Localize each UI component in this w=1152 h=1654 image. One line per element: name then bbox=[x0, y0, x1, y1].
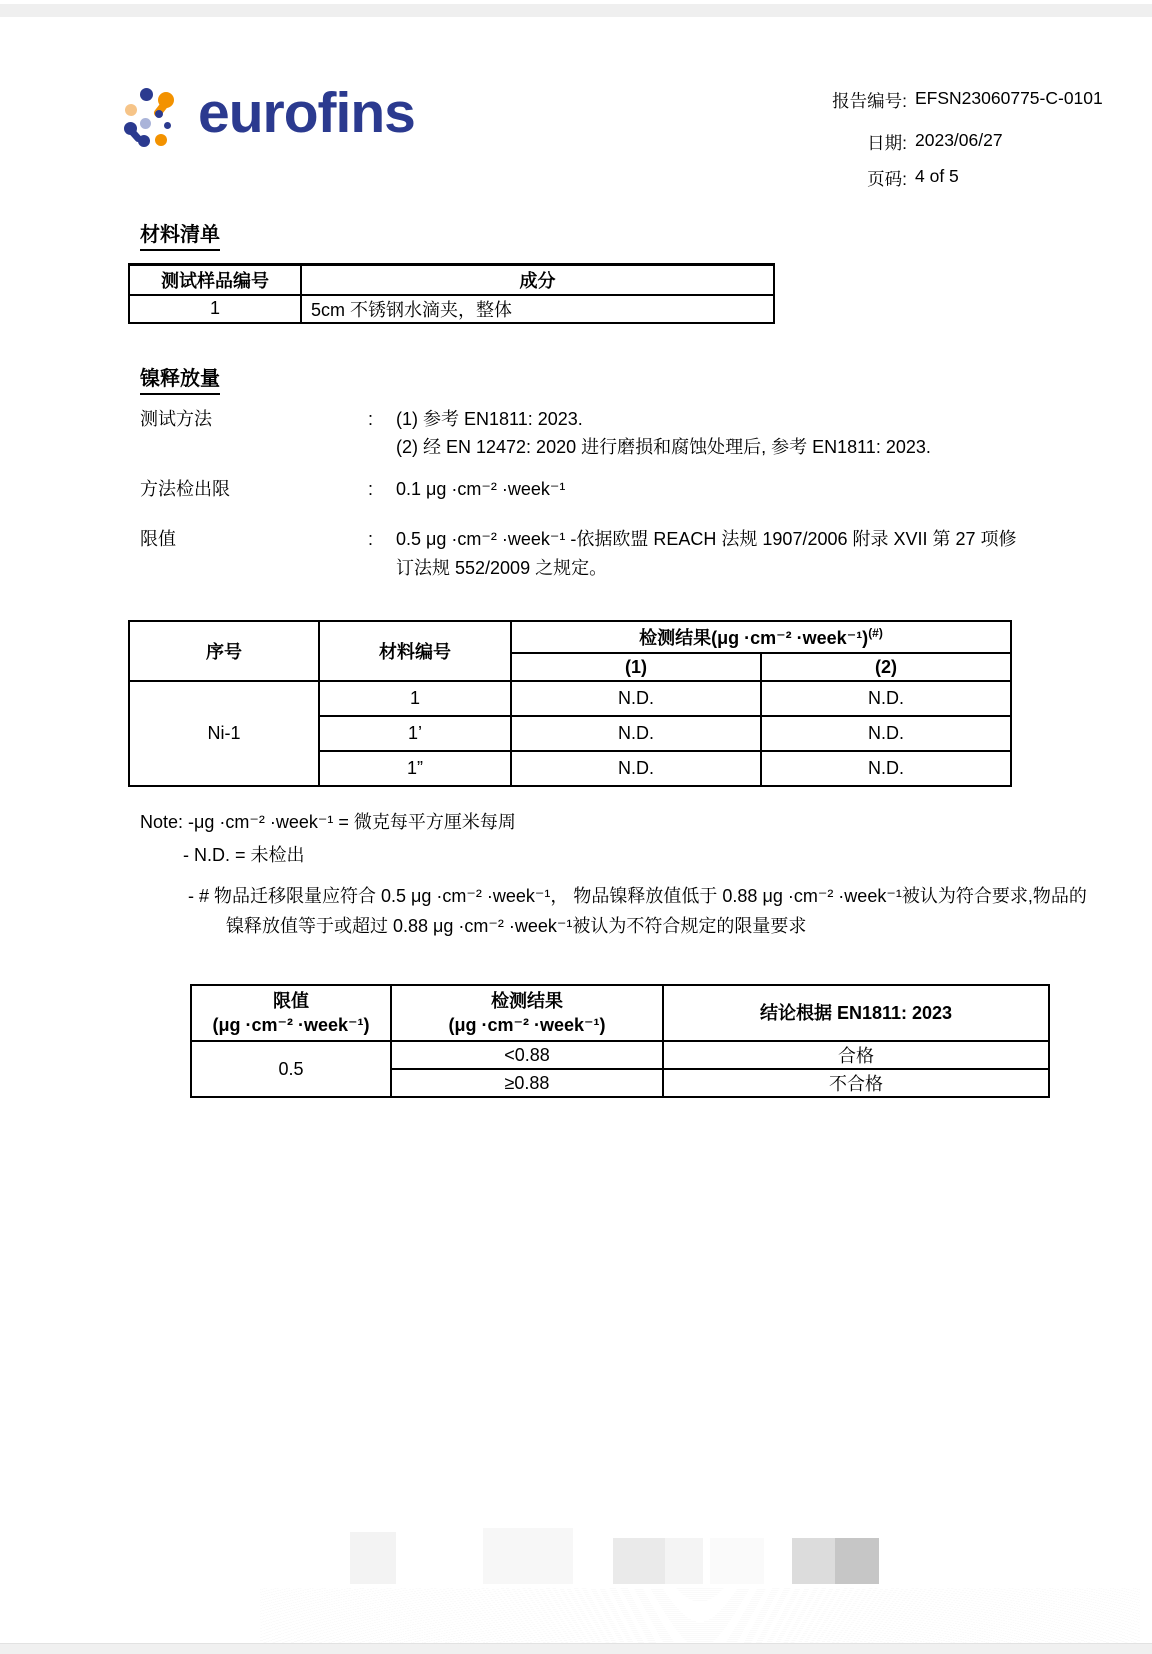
eurofins-wordmark: eurofins bbox=[198, 81, 415, 145]
colon-separator: : bbox=[368, 529, 374, 549]
results-value-cell: N.D. bbox=[761, 751, 1011, 786]
scan-artifact bbox=[792, 1538, 835, 1584]
results-value-cell: N.D. bbox=[511, 681, 761, 716]
conclusion-result-cell: ≥0.88 bbox=[391, 1069, 663, 1097]
results-subheader-1: (1) bbox=[511, 653, 761, 681]
note-nd-definition: - N.D. = 未检出 bbox=[183, 845, 305, 865]
scan-artifact bbox=[613, 1538, 665, 1584]
results-group-cell: Ni-1 bbox=[129, 681, 319, 786]
material-composition-cell: 5cm 不锈钢水滴夹，整体 bbox=[301, 295, 774, 323]
detection-limit-row bbox=[140, 475, 1021, 503]
conclusion-result-cell: <0.88 bbox=[391, 1041, 663, 1069]
test-method-label: 测试方法 bbox=[140, 409, 212, 429]
limit-value: 0.5 μg ·cm⁻² ·week⁻¹ -依据欧盟 REACH 法规 1907/2006 附录 XVII 第 27 项修订法规 552/2009 之规定。 bbox=[396, 529, 1017, 578]
conclusion-verdict-cell: 合格 bbox=[663, 1041, 1049, 1069]
detection-limit-label: 方法检出限 bbox=[140, 479, 230, 499]
limit-row bbox=[140, 525, 1021, 583]
material-list-table bbox=[128, 263, 775, 324]
results-header-result-text: 检测结果(μg ·cm⁻² ·week⁻¹) bbox=[639, 628, 869, 648]
results-material-cell: 1 bbox=[319, 681, 511, 716]
conclusion-limit-cell: 0.5 bbox=[191, 1041, 391, 1097]
scan-artifact bbox=[350, 1532, 396, 1584]
detection-limit-value: 0.1 μg ·cm⁻² ·week⁻¹ bbox=[396, 479, 566, 499]
results-header-result bbox=[511, 621, 1011, 653]
scan-artifact bbox=[483, 1528, 573, 1584]
results-value-cell: N.D. bbox=[761, 716, 1011, 751]
results-value-cell: N.D. bbox=[511, 716, 761, 751]
material-table-header-sample-no: 测试样品编号 bbox=[129, 265, 301, 295]
conclusion-header-limit-unit: (μg ·cm⁻² ·week⁻¹) bbox=[212, 1015, 370, 1035]
conclusion-header-verdict: 结论根据 EN1811: 2023 bbox=[663, 985, 1049, 1041]
page-top-band bbox=[0, 4, 1152, 17]
watermark-pattern bbox=[260, 1588, 1140, 1646]
report-number-row bbox=[735, 88, 1135, 113]
report-number-value: EFSN23060775-C-0101 bbox=[915, 88, 1103, 108]
conclusion-header-limit bbox=[191, 985, 391, 1041]
results-subheader-2: (2) bbox=[761, 653, 1011, 681]
report-pagenum-row bbox=[735, 166, 1135, 191]
results-header-result-sup: (#) bbox=[868, 626, 883, 640]
colon-separator: : bbox=[368, 409, 374, 429]
conclusion-table bbox=[190, 984, 1050, 1098]
conclusion-header-result-unit: (μg ·cm⁻² ·week⁻¹) bbox=[448, 1015, 606, 1035]
test-method-row bbox=[140, 405, 1021, 461]
test-method-line-2: (2) 经 EN 12472: 2020 进行磨损和腐蚀处理后, 参考 EN1811: 2023. bbox=[396, 437, 931, 457]
conclusion-header-result-title: 检测结果 bbox=[491, 991, 563, 1011]
results-header-seq: 序号 bbox=[129, 621, 319, 681]
page-bottom-band bbox=[0, 1643, 1152, 1654]
table-row bbox=[129, 681, 1011, 716]
report-number-label: 报告编号: bbox=[832, 91, 907, 111]
results-material-cell: 1’ bbox=[319, 716, 511, 751]
conclusion-header-result bbox=[391, 985, 663, 1041]
report-date-value: 2023/06/27 bbox=[915, 130, 1003, 150]
test-method-line-1: (1) 参考 EN1811: 2023. bbox=[396, 409, 583, 429]
note-hash-requirement: - # 物品迁移限量应符合 0.5 μg ·cm⁻² ·week⁻¹， 物品镍释放值低于 0.88 μg ·cm⁻² ·week⁻¹被认为符合要求,物品的镍释放值等于或超过 0.88 μg ·cm⁻² ·week⁻¹被认为不符合规定的限量要求 bbox=[188, 886, 1087, 936]
results-material-cell: 1” bbox=[319, 751, 511, 786]
note-unit-definition: Note: -μg ·cm⁻² ·week⁻¹ = 微克每平方厘米每周 bbox=[140, 812, 516, 832]
report-date-row bbox=[735, 130, 1135, 155]
scan-artifact bbox=[835, 1538, 879, 1584]
test-method-value bbox=[396, 405, 1021, 461]
results-value-cell: N.D. bbox=[511, 751, 761, 786]
scan-artifact bbox=[710, 1538, 764, 1584]
eurofins-logo-icon bbox=[124, 86, 182, 148]
conclusion-header-limit-title: 限值 bbox=[273, 991, 309, 1011]
material-list-title: 材料清单 bbox=[140, 218, 220, 251]
nickel-release-title: 镍释放量 bbox=[140, 362, 220, 395]
results-header-material: 材料编号 bbox=[319, 621, 511, 681]
scan-artifact bbox=[665, 1538, 703, 1584]
results-table bbox=[128, 620, 1012, 787]
eurofins-logo bbox=[124, 82, 415, 148]
conclusion-verdict-cell: 不合格 bbox=[663, 1069, 1049, 1097]
table-row bbox=[129, 295, 774, 323]
report-date-label: 日期: bbox=[867, 133, 907, 153]
limit-label: 限值 bbox=[140, 529, 176, 549]
material-table-header-composition: 成分 bbox=[301, 265, 774, 295]
report-pagenum-label: 页码: bbox=[867, 169, 907, 189]
table-row bbox=[191, 1041, 1049, 1069]
material-sample-no-cell: 1 bbox=[129, 295, 301, 323]
colon-separator: : bbox=[368, 479, 374, 499]
results-value-cell: N.D. bbox=[761, 681, 1011, 716]
report-pagenum-value: 4 of 5 bbox=[915, 166, 959, 186]
